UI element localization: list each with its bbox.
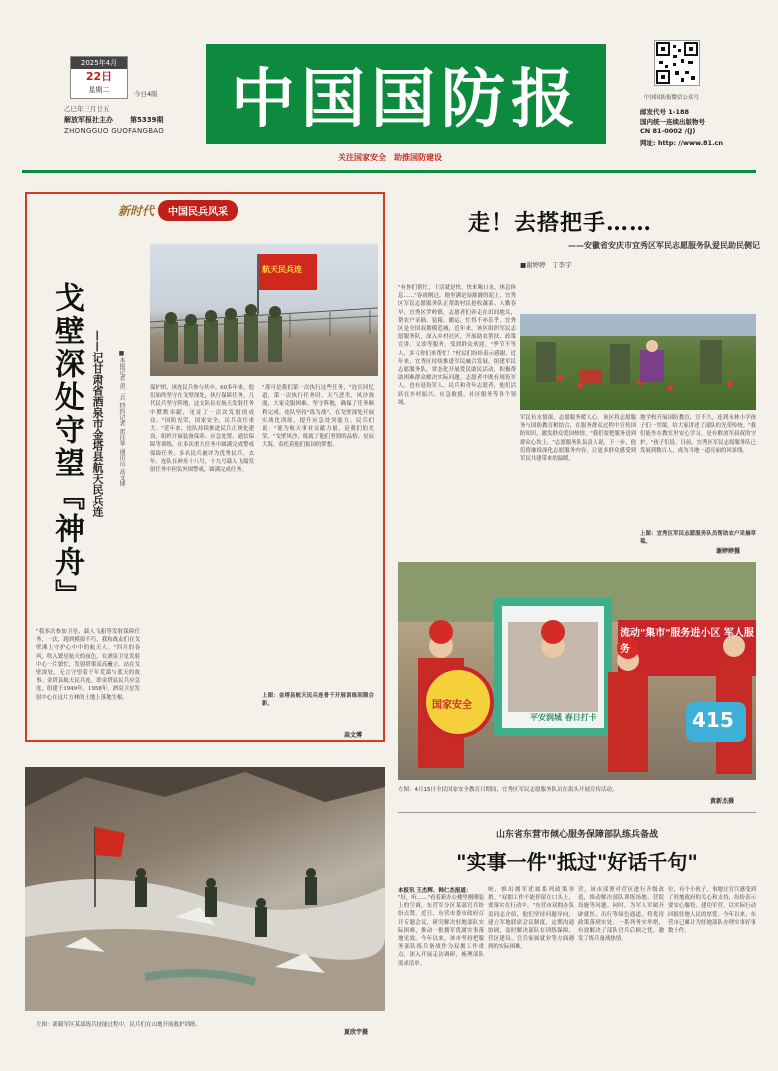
qr-caption: 中国国防报微信公众号 (644, 95, 700, 101)
date-box (70, 56, 128, 99)
photo-security-day (398, 562, 756, 780)
feature-subhead: ——记甘肃省酒泉市金塔县航天民兵连 (91, 330, 104, 517)
column-tag (118, 199, 238, 221)
publisher: 解放军报社主办 (64, 116, 113, 124)
story2-credit: 谢婷婷摄 (716, 548, 741, 555)
issue-day: 22日 (85, 70, 113, 83)
story3-divider (398, 812, 756, 813)
photo-militia-march (150, 244, 378, 376)
pinyin-title: ZHONGGUO GUOFANGBAO (64, 127, 165, 135)
sign-national-security: 国家安全 (432, 700, 472, 711)
pages-count: 今日4版 (134, 90, 158, 98)
story3-body-col3: 营，该市部署对营区进行升级改造，推动解决部队训练场地、营院设施等问题。同时，为军人军属开辟就医、出行等绿色通道，将优待政策落到实处。一系列务实举措，有效解决了部队官兵后顾之忧，激发了练兵备战热情。 (578, 887, 664, 943)
photo4-caption: 左图：4月15日全民国家安全教育日期间，宜秀区军民志愿服务队员在街头开展宣传活动。 (398, 787, 618, 793)
cn-number: CN 81-0002 /(J) (640, 127, 696, 135)
banner-text: 流动"集市"服务进小区 军人服务 (620, 628, 754, 655)
photo2-credit: 夏欣宇摄 (344, 1029, 369, 1036)
website: 网址: http: //www.81.cn (640, 139, 724, 147)
feature-author-tag: 高文博 (344, 732, 363, 739)
story2-byline: ■谢婷婷 丁李宇 (520, 261, 572, 269)
story2-headline: 走！去搭把手…… (468, 210, 653, 236)
cn-label: 国内统一连续出版物号 (640, 118, 705, 126)
photo2-caption: 左图：新疆军区某部练兵技能过程中，民兵们在山地开展救护训练。 (36, 1022, 202, 1028)
photo3-caption: 上图：宜秀区军民志愿服务队员帮助农户采摘草莓。 (640, 531, 756, 546)
story3-overline: 山东省东营市倾心服务保障部队练兵备战 (495, 830, 658, 840)
story3-body-col1: "好，听……"看着新办公楼里刚刚装上的空调，东营军分区某部官兵纷纷点赞。近日，东营市委市政府召开专题会议，研究解决驻地部队实际困难，推动一批拥军优属实事落地见效。今年以来，该市坚持把服务部队练兵备战作为双拥工作重点，深入开展走访调研，梳理部队需求清单。 (398, 895, 484, 967)
photo4-credit: 黄新杰摄 (710, 798, 735, 805)
feature-byline: ■本报记者 黄二兵 特约记者 雷佳华 通讯员 高文博 (118, 350, 125, 487)
photo-strawberry-picking (520, 314, 756, 410)
story3-body-col4: 位，有个小伙子，事地让官兵感受到了驻地政府的关心和支持，纷纷表示要安心服役、建功军营，以实际行动回报驻地人民的厚爱。今年以来，东营市已累计为驻地部队办理实事好事数十件。 (668, 887, 756, 935)
qr-code (654, 40, 700, 86)
story3-body-col2: 统，推出拥军优属系列政策举措。"双拥工作不能停留在口头上，要落实在行动中。"东营市双拥办负责同志介绍，他们坚持问题导向，建立军地联席会议制度，定期沟通协调，及时解决部队在训练保障、营区建设、官兵家属就业等方面遇到的实际困难。 (488, 887, 574, 951)
story2-subhead: ——安徽省安庆市宜秀区军民志愿服务队爱民助民侧记 (568, 241, 760, 250)
feature-body-col1: "我多次参加卫星、载人飞船等发射保障任务，一次，跑到模拟不巧，我和战友们在戈壁滩上守护心中中的航天人。"四月的春风，吹入繁星航天的夜色，在酒泉卫星发射中心一片繁忙，发射塔架高高矗立，站在戈壁深处，无言守望着千年荒漠与蓝天的故事。金塔县航天民兵连，即金塔县民兵应急连，组建于1949年，1958年，酒泉卫星发射中心在这片方林的土地上落地生根。 (36, 629, 140, 701)
masthead (0, 0, 778, 190)
column-prefix: 新时代 (118, 203, 155, 218)
slogan: 关注国家安全 助推国防建设 (338, 153, 442, 162)
feature-headline: 戈壁深处守望『神舟』 (49, 282, 84, 612)
masthead-rule (22, 170, 756, 173)
lunar-date: 乙巳年三月廿五 (64, 105, 110, 113)
flag-text: 航天民兵连 (262, 265, 302, 274)
photo-mountain-training (25, 767, 385, 1011)
column-title: 中国民兵风采 (158, 200, 238, 221)
feature-body-col2: 保护团，该连民兵参与其中。60多年来，他们始终坚守在戈壁深处，执行保障任务，几代民兵坚守阵地，这支队伍在航天发射任务中默默奉献，见证了一次次发射的成功。"国防光荣，国家安全，民兵责任重大。"近年来，连队持续推进民兵正规化建设，组织开展装备保养、应急处置、通信保障等训练，在多次重大任务中圆满完成警戒保障任务，多名民兵被评为优秀民兵。去年，连队在神舟十八号、十九号载人飞船发射任务中担负外围警戒，圆满完成任务。 (150, 385, 254, 474)
sign-415: 415 (692, 708, 734, 732)
story2-body-col4: 地学校开展国防教育，宣不久，连到永林小学孩子们一堂课，给大家讲述了部队的光荣传统。"我们能坐在教室里安心学习，是有解放军叔叔的守护。"孩子们说。目前，宜秀区军民志愿服务队已发展到数百人，成为当地一道亮丽的风景线。 (640, 415, 756, 454)
issue-weekday: 星期二 (88, 86, 110, 94)
issue-number: 第5339期 (130, 116, 164, 124)
sign-spring-checkin: 平安润城 春日打卡 (530, 713, 597, 722)
story2-body-col3: 军民鱼水情深，志愿服务暖人心。该区将志愿服务与国防教育相结合，在服务群众过程中宣传国防知识，激发群众爱国热情。"我们要把服务送到群众心坎上。"志愿服务队负责人说，下一步，他们将继续深化志愿服务内容，让更多群众感受到军民共建带来的温暖。 (520, 415, 636, 463)
postal-code: 邮发代号 1-188 (640, 108, 690, 116)
masthead-logo (206, 44, 606, 144)
issue-month: 2025年4月 (71, 57, 127, 69)
story2-body-col1: "有你们帮忙，干活就是快，快来喝口水，休息休息……"春雨刚过，地里满是湿漉漉的泥土，宜秀区军民志愿服务队正帮助村民抢收蔬菜。人勤春早，宜秀区罗岭镇，志愿者们奔走在田间地头，帮农户采摘、装箱、搬运，忙得不亦乐乎。宜秀区是全国双拥模范城，近年来，该区组织军民志愿服务队，深入乡村社区，开展助农帮扶、政策宣讲、义诊等服务，受到群众欢迎。"季节不等人，多亏你们来帮忙！"村民们纷纷表示感谢。近年来，宜秀区持续推进军民融合发展，组建军民志愿服务队，常态化开展爱民助民活动，积极帮助困难群众解决实际问题。志愿者中既有现役军人，也有退役军人、民兵和青年志愿者，他们活跃在乡村振兴、应急救援、社区服务等各个领域。 (398, 285, 516, 406)
paper-title: 中国国防报 (231, 62, 581, 137)
story3-byline: 本报讯 王杰辉、韩仁杰报道： (398, 888, 472, 894)
photo1-caption: 上图：金塔县航天民兵连骨干开展训练间隙合影。 (262, 693, 374, 708)
feature-body-col3: "那可是我们第一次执行这些任务，"连长回忆道，第一次执行任务时，天气恶劣，风沙弥漫，大家克服困难，坚守阵地，确保了任务顺利完成。连队坚持"练为战"，在戈壁深处开展实战化训练，提升应急处突能力。民兵们说："能为航天事业贡献力量，是我们的光荣。"戈壁风沙，练就了他们坚韧的品格；星辰大海，寄托着他们报国的梦想。 (262, 385, 374, 449)
story3-headline: "实事一件"抵过"好话千句" (456, 850, 698, 874)
